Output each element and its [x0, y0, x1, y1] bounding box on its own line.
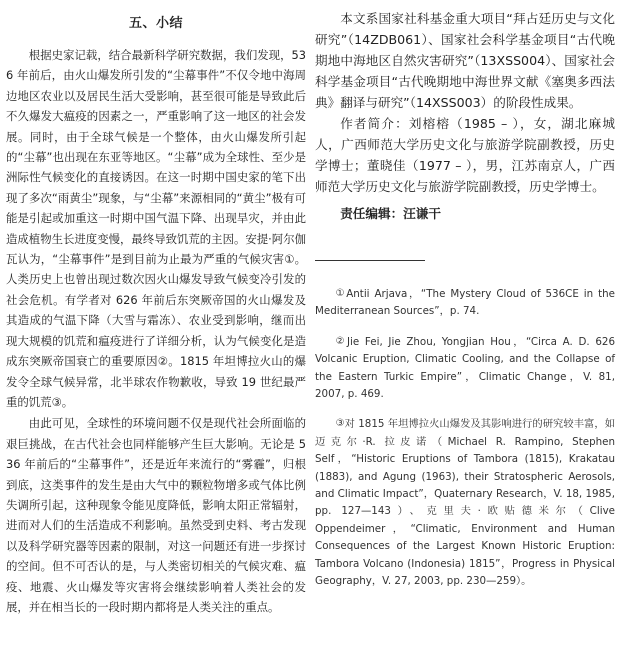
footnote-mark: ①: [335, 288, 347, 299]
left-column: [6, 12, 306, 617]
editor-line: 责任编辑：汪谦干: [340, 206, 441, 221]
footnote-mark: ②: [335, 335, 347, 347]
author-intro: 作者简介：刘榕榕（1985 – ），女，湖北麻城人，广西师范大学历史文化与旅游学院副教授，历史学博士；董晓佳（1977 – ），男，江苏南京人，广西师范大学历史文化与旅游学院副教授，历史学博士。: [315, 116, 615, 194]
body-paragraph-2: 由此可见，全球性的环境问题不仅是现代社会所面临的艰巨挑战，在古代社会也同样能够产生巨大影响。无论是 536 年前后的“尘幕事件”，还是近年来流行的“雾霾”，归根到底，这类事件的发生是由大气中的颗粒物增多或气体比例失调所引起，这种现象令能见度降低，影响太阳正常辐射，进而对人们的生活造成不利影响。虽然受到史料、考古发现以及科学研究器等因素的限制，对这一问题还有进一步探讨的空间。但不可否认的是，与人类密切相关的气候灾难、瘟疫、地震、火山爆发等灾害将会继续影响着人类社会的发展，并在相当长的一段时期内都将是人类关注的重点。: [6, 416, 306, 614]
footnote-text: 对 1815 年坦博拉火山爆发及其影响进行的研究较丰富，如迈克尔·R. 拉皮诺（Michael R. Rampino, Stephen Self，“Historic Eruptions of Tambora (1815), Krakatau (1883), and Agung (1963), their Stratospheric Aerosols, and Climatic Impact”，Quaternary Research，V. 18, 1985, pp. 127—143）、克里夫·欧贴德米尔（Clive Oppendeimer，“Climatic, Environment and Human Consequences of the Largest Known Historic Eruption: Tambora Volcano (Indonesia) 1815”，Progress in Physical Geography，V. 27, 2003, pp. 230—259）。: [315, 418, 615, 588]
footnote-2: [315, 333, 615, 404]
footnote-text: Antii Arjava，“The Mystery Cloud of 536CE in the Mediterranean Sources”，p. 74.: [315, 288, 615, 318]
right-column: [315, 8, 615, 591]
footnote-mark: ③: [335, 418, 345, 430]
footnote-rule: [315, 260, 425, 261]
funding-note: 本文系国家社科基金重大项目“拜占廷历史与文化研究”（14ZDB061）、国家社会科学基金项目“古代晚期地中海地区自然灾害研究”（13XSS004）、国家社会科学基金项目“古代晚期地中海世界文献《塞奥多西法典》翻译与研究”（14XSS003）的阶段性成果。: [315, 11, 615, 110]
section-heading: 五、小结: [128, 16, 183, 31]
footnote-text: Jie Fei, Jie Zhou, Yongjian Hou，“Circa A. D. 626 Volcanic Eruption, Climatic Cooling, and the Collapse of the Eastern Turkic Empire”，Climatic Change，V. 81, 2007, p. 469.: [315, 335, 615, 401]
body-paragraph-1: 根据史家记载，结合最新科学研究数据，我们发现，536 年前后，由火山爆发所引发的“尘幕事件”不仅令地中海周边地区农业以及居民生活大受影响，甚至很可能是导致此后不久爆发大瘟疫的因素之一，严重影响了这一地区的社会发展。同时，由于全球气候是一个整体，由火山爆发所引起的“尘幕”也出现在东亚等地区。“尘幕”成为全球性、至少是洲际性气候变化的直接诱因。在这一时期中国史家的笔下出现了多次“雨黄尘”现象，与“尘幕”来源相同的“黄尘”极有可能是引起或加重这一时期中国气温下降、出现旱灾，并由此造成植物生长进度变慢，最终导致饥荒的主因。安提·阿尔伽瓦认为，“尘幕事件”是到目前为止最为严重的气候灾害①。人类历史上也曾出现过数次因火山爆发导致气候变冷引发的社会危机。有学者对 626 年前后东突厥帝国的火山爆发及其造成的气温下降（大雪与霜冻）、农业受到影响，继而出现大规模的饥荒和瘟疫进行了详细分析，认为气候变化是造成东突厥帝国衰亡的重要原因②。1815 年坦博拉火山的爆发令全球气候异常，北半球农作物歉收，导致 19 世纪最严重的饥荒③。: [6, 48, 306, 409]
footnotes: [315, 285, 615, 591]
footnote-3: [315, 415, 615, 590]
footnote-1: [315, 285, 615, 321]
